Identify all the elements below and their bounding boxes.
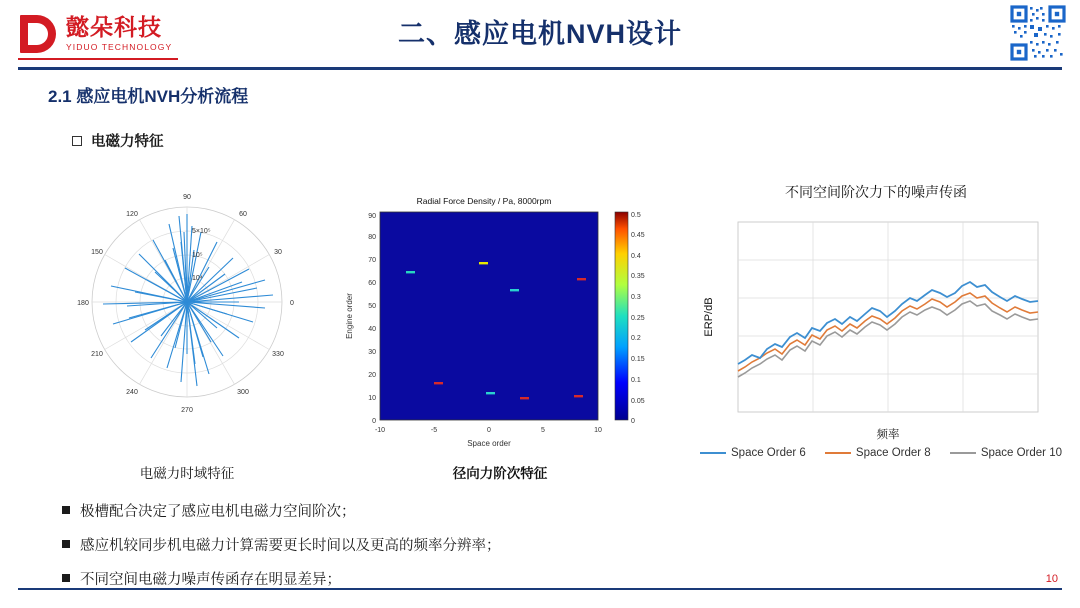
- svg-text:50: 50: [368, 303, 376, 310]
- bullet-marker-icon: [62, 574, 70, 582]
- svg-text:20: 20: [368, 372, 376, 379]
- subsection-label: 电磁力特征: [91, 134, 164, 150]
- svg-text:270: 270: [181, 407, 193, 414]
- section-title: 2.1 感应电机NVH分析流程: [48, 87, 249, 106]
- list-item: [62, 500, 962, 521]
- polar-chart: [56, 170, 318, 445]
- svg-text:90: 90: [183, 194, 191, 201]
- svg-text:5: 5: [541, 427, 545, 434]
- list-item-text: 极槽配合决定了感应电机电磁力空间阶次；: [80, 504, 356, 520]
- svg-text:60: 60: [368, 280, 376, 287]
- svg-text:5×10⁵: 5×10⁵: [192, 228, 211, 235]
- svg-text:0: 0: [290, 300, 294, 307]
- svg-text:10⁴: 10⁴: [192, 275, 203, 282]
- svg-text:300: 300: [237, 389, 249, 396]
- svg-text:210: 210: [91, 351, 103, 358]
- subsection-title: [72, 130, 164, 151]
- legend-swatch: [700, 452, 726, 455]
- bullet-marker-icon: [62, 540, 70, 548]
- polar-chart-caption: 电磁力时域特征: [139, 466, 235, 481]
- svg-text:240: 240: [126, 389, 138, 396]
- svg-text:30: 30: [274, 249, 282, 256]
- svg-text:40: 40: [368, 326, 376, 333]
- svg-text:120: 120: [126, 211, 138, 218]
- svg-text:-10: -10: [374, 427, 386, 434]
- svg-text:0.4: 0.4: [631, 253, 641, 260]
- svg-text:0: 0: [372, 418, 376, 425]
- bullet-marker-icon: [62, 506, 70, 514]
- legend-label: Space Order 8: [855, 447, 931, 459]
- legend-swatch: [950, 452, 976, 455]
- slide-header: [0, 0, 1080, 68]
- svg-text:-5: -5: [430, 427, 438, 434]
- legend-label: Space Order 10: [980, 447, 1062, 459]
- brand-name-en: YIDUO TECHNOLOGY: [66, 42, 173, 53]
- brand-name-cn: 懿朵科技: [66, 14, 162, 41]
- line-chart: [690, 180, 1062, 470]
- svg-text:0.25: 0.25: [631, 315, 645, 322]
- svg-text:30: 30: [368, 349, 376, 356]
- svg-text:0: 0: [487, 427, 491, 434]
- line-chart-ylabel: ERP/dB: [703, 297, 715, 337]
- svg-text:150: 150: [91, 249, 103, 256]
- line-chart-xlabel: 频率: [876, 429, 900, 441]
- square-bullet-icon: [72, 136, 82, 146]
- svg-text:90: 90: [368, 213, 376, 220]
- svg-text:0.15: 0.15: [631, 356, 645, 363]
- footer-divider: [18, 588, 1062, 591]
- legend-item-space-order-8: [825, 447, 931, 459]
- logo-underline: [18, 58, 178, 60]
- list-item: [62, 568, 962, 589]
- list-item-text: 不同空间电磁力噪声传函存在明显差异；: [80, 572, 341, 588]
- legend-label: Space Order 6: [731, 447, 806, 459]
- svg-text:0.35: 0.35: [631, 273, 645, 280]
- legend-item-space-order-6: [700, 447, 806, 459]
- svg-text:0.2: 0.2: [631, 335, 641, 342]
- svg-text:0.05: 0.05: [631, 398, 645, 405]
- svg-text:10: 10: [368, 395, 376, 402]
- svg-text:70: 70: [368, 257, 376, 264]
- svg-text:180: 180: [77, 300, 89, 307]
- svg-text:0.45: 0.45: [631, 232, 645, 239]
- legend-item-space-order-10: [950, 447, 1062, 459]
- svg-text:0.5: 0.5: [631, 212, 641, 219]
- svg-text:60: 60: [239, 211, 247, 218]
- heatmap-title: Radial Force Density / Pa, 8000rpm: [416, 196, 552, 206]
- heatmap-caption: 径向力阶次特征: [452, 466, 548, 481]
- line-chart-legend: [700, 447, 1062, 459]
- svg-text:0: 0: [631, 418, 635, 425]
- svg-text:10: 10: [594, 427, 602, 434]
- heatmap-ylabel: Engine order: [345, 293, 354, 339]
- line-chart-title: 不同空间阶次力下的噪声传函: [785, 184, 967, 200]
- header-divider: [18, 67, 1062, 70]
- svg-text:80: 80: [368, 234, 376, 241]
- page-number: 10: [1045, 573, 1058, 585]
- qr-code-icon: [1010, 5, 1066, 61]
- page-title: 二、感应电机NVH设计: [397, 19, 682, 49]
- legend-swatch: [825, 452, 851, 455]
- svg-text:0.1: 0.1: [631, 377, 641, 384]
- list-item-text: 感应机较同步机电磁力计算需要更长时间以及更高的频率分辨率；: [80, 538, 501, 554]
- svg-text:0.3: 0.3: [631, 294, 641, 301]
- list-item: [62, 534, 962, 555]
- svg-text:10⁵: 10⁵: [192, 252, 203, 259]
- heatmap-xlabel: Space order: [467, 439, 511, 448]
- svg-text:330: 330: [272, 351, 284, 358]
- heatmap-chart: [334, 192, 668, 454]
